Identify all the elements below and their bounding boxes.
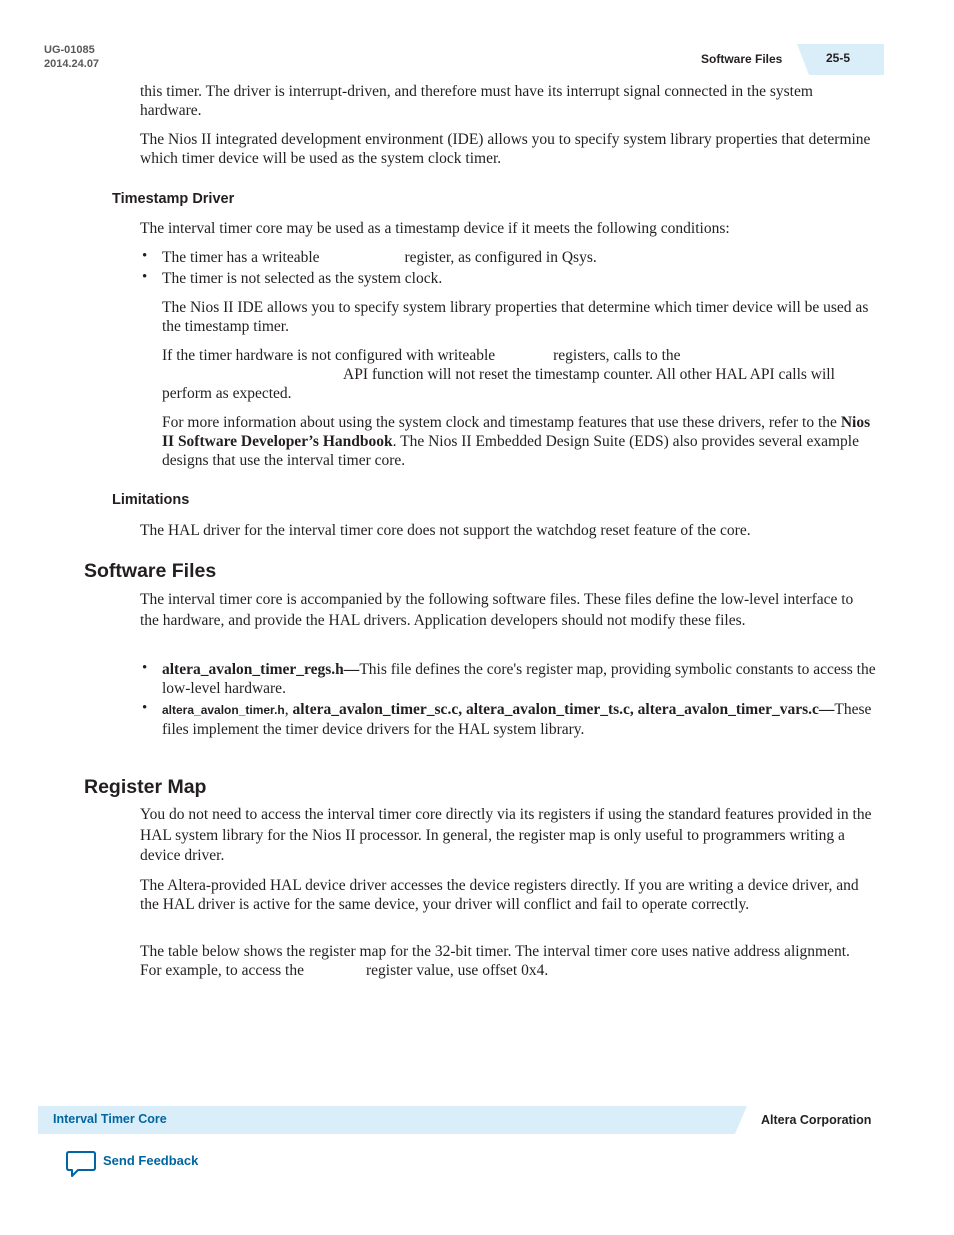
timestamp-paragraph-1: The Nios II IDE allows you to specify system library properties that determine which timer device will be used as the timestamp timer.: [162, 299, 869, 335]
software-files-bullet-1: [162, 660, 877, 698]
intro-paragraph-1: this timer. The driver is interrupt-driven, and therefore must have its interrupt signal connected in the system hardware.: [140, 83, 813, 119]
software-files-intro: The interval timer core is accompanied by the following software files. These files define the low-level interface to the hardware, and provide the HAL drivers. Application developers should not modify these files.: [140, 591, 854, 629]
register-map-paragraph-3: [140, 942, 875, 980]
limitations-text: The HAL driver for the interval timer core does not support the watchdog reset feature of the core.: [140, 522, 751, 539]
driver-files-description: These files implement the timer device drivers for the HAL system library.: [162, 701, 872, 738]
intro-paragraph-2: The Nios II integrated development environment (IDE) allows you to specify system library properties that determine which timer device will be used as the system clock timer.: [140, 131, 871, 167]
bullet-dot: •: [142, 269, 148, 285]
register-map-paragraph-1: You do not need to access the interval timer core directly via its registers if using the standard features provided in the HAL system library for the Nios II processor. In general, the register map is only useful to programmers writing a device driver.: [140, 806, 872, 864]
timer-header-file-name: altera_avalon_timer.h: [162, 703, 285, 717]
doc-date: 2014.24.07: [44, 58, 100, 70]
driver-file-names: altera_avalon_timer_sc.c, altera_avalon_timer_ts.c, altera_avalon_timer_vars.c—: [292, 701, 835, 718]
paragraph-3-text-a: For more information about using the system clock and timestamp features that use these drivers, refer to the: [162, 414, 837, 431]
timestamp-paragraph-3: [162, 413, 877, 470]
heading-software-files: Software Files: [84, 560, 217, 582]
heading-timestamp-driver: Timestamp Driver: [112, 191, 235, 207]
paragraph-3-text-b: register value, use offset 0x4.: [365, 962, 549, 979]
handbook-reference: Nios II Software Developer’s Handbook: [162, 414, 871, 450]
register-map-paragraph-2: The Altera-provided HAL device driver accesses the device registers directly. If you are writing a device driver, and the HAL driver is active for the same device, your driver will conflict and fail to operate correctly.: [140, 877, 859, 913]
regs-file-description: This file defines the core's register map, providing symbolic constants to access the low-level hardware.: [162, 661, 876, 697]
paragraph-2-text-a: If the timer hardware is not configured with writeable: [162, 347, 496, 364]
doc-number: UG-01085: [44, 44, 95, 56]
bullet-1-text-b: register, as configured in Qsys.: [404, 249, 597, 266]
bullet-dot: •: [142, 248, 148, 264]
paragraph-2-text-b: registers, calls to the: [553, 347, 681, 364]
send-feedback-link[interactable]: Send Feedback: [103, 1153, 199, 1168]
bullet-dot: •: [142, 660, 148, 676]
header-section-title: Software Files: [701, 52, 783, 66]
software-files-bullet-2: [162, 700, 877, 739]
paragraph-2-text-c: API function will not reset the timestamp counter. All other HAL API calls will perform as expected.: [162, 366, 835, 402]
footer-company: Altera Corporation: [761, 1113, 872, 1127]
document-id: [44, 43, 99, 71]
feedback-icon[interactable]: [66, 1150, 96, 1178]
bullet-1-text-a: The timer has a writeable: [162, 249, 320, 266]
heading-register-map: Register Map: [84, 776, 207, 798]
bullet-dot: •: [142, 700, 148, 716]
timestamp-intro: The interval timer core may be used as a timestamp device if it meets the following conditions:: [140, 220, 730, 237]
header-page-number: 25-5: [826, 51, 851, 65]
paragraph-3-text-b: . The Nios II Embedded Design Suite (EDS) also provides several example designs that use the interval timer core.: [162, 433, 859, 469]
footer-document-title[interactable]: Interval Timer Core: [53, 1112, 167, 1126]
timestamp-bullet-1: [162, 248, 877, 267]
heading-limitations: Limitations: [112, 492, 190, 508]
timestamp-paragraph-2: [162, 346, 877, 403]
timestamp-bullet-2: The timer is not selected as the system clock.: [162, 270, 443, 287]
paragraph-3-text-a: The table below shows the register map for the 32-bit timer. The interval timer core uses native address alignment. For example, to access the: [140, 943, 850, 979]
comma: ,: [284, 701, 289, 718]
regs-file-name: altera_avalon_timer_regs.h—: [162, 661, 360, 678]
